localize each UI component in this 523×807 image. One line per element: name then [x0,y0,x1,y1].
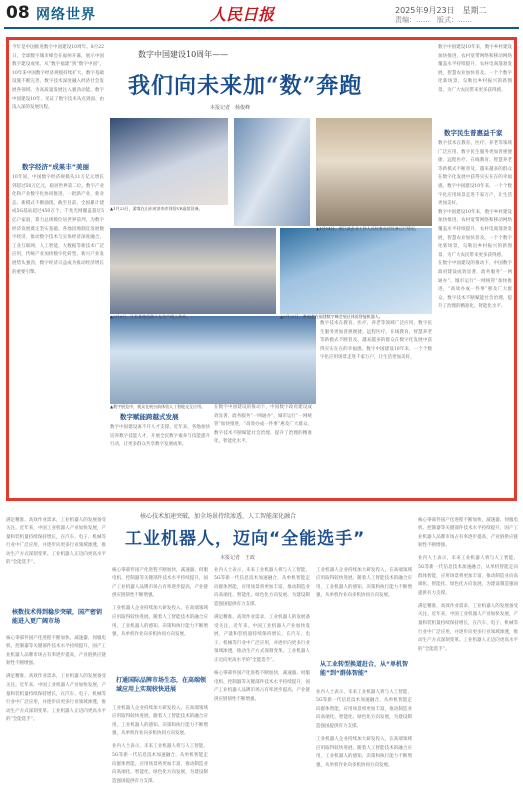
caption-5: ▲数字展览中，观众在展台前体验人工智能交互应用。 [110,404,206,409]
feature-col2-text: 数字中国建设离不开人才支撑。近年来，各地加快培养数字技能人才，开展全民数字素养与技能提升行动，让更多群众共享数字发展成果。 [110,425,210,448]
bottom-byline: 本报记者 王政 [220,555,256,561]
feature-kicker: 数字中国建设10周年—— [138,50,229,59]
caption-2: ▲1月14日，浙江某企业工作人员检查光伏设备运行情况。 [316,226,419,231]
header-rule [4,27,519,29]
photo-production-line [110,228,276,314]
bottom-col5-text: 核心零部件国产化进程不断加快，减速器、伺服电机、控制器等关键部件技术水平持续提升，国产工业机器人品牌市场占有率逐步提高，产业链供应链韧性不断增强。 业内人士表示，未来工业机器人将与人工智能、5G等新一代信息技术加速融合，从单机智能走向群体智能，应用场景将更加丰富，推动制造业向高端化、智能化、绿色化方向发展，为建设制造强国提供有力支撑。 满足精准、高效作业需求，工业机器人的发展备受关注。近年来，中国工业机器人产业加快发展，产量和装机量持续保持增长，在汽车、电子、机械等行业中广泛应用，并逐步向更多行业领域渗透，推动生产方式深刻变革。工业机器人正迈向更高水平的“全能选手”。 [418,517,518,652]
feature-col4-text: 数字技术在教育、医疗、养老等领域广泛应用，数字民生服务更加普惠便捷。远程医疗、在线教育、智慧养老等新模式不断普及，越来越多的群众在数字化发展中获得实实在在的幸福感。数字中国建设10年来，一个个数字化应用场景走进千家万户，让生活更加美好。 [320,321,432,361]
bottom-col1b-text: 核心零部件国产化进程不断加快，减速器、伺服电机、控制器等关键部件技术水平持续提升，国产工业机器人品牌市场占有率逐步提高，产业链供应链韧性不断增强。 满足精准、高效作业需求，工业机器人的发展备受关注。近年来，中国工业机器人产业加快发展，产量和装机量持续保持增长，在汽车、电子、机械等行业中广泛应用，并逐步向更多行业领域渗透，推动生产方式深刻变革。工业机器人正迈向更高水平的“全能选手”。 [6,635,106,723]
feature-col5a-text: 数字中国建设10年来，数字乡村建设加快推进，农村宽带网络和移动网络覆盖水平持续提升，农村电商蓬勃发展，智慧农业加快普及。一个个数字化新场景，勾勒出乡村振兴的新图景，为广大农民带来更多获得感。 [438,45,512,93]
page-header [0,0,523,28]
bottom-subhead-2: 打通国际品牌市场生态，在高端领域应用上实现较快进展 [116,677,207,693]
caption-1: ▲1月23日，游客在山东省济南市体验VR虚拟设备。 [110,206,203,211]
bottom-headline: 工业机器人，迈向“全能选手” [125,529,366,549]
bottom-col4-text: 工业机器人企业持续加大研发投入，在高端领域应用取得较快进展。随着人工智能技术的融合应用，工业机器人的感知、决策和执行能力不断增强，从单机作业向多机协同方向发展。 [316,567,412,599]
section-title: 网络世界 [36,7,96,23]
bottom-tagline: 核心技术加速突破，加全场景持续渗透，人工智能深化融合 [140,513,297,520]
bottom-subhead-3: 从工业转型换道赶合，从“单机智能”到“群体智能” [320,661,408,677]
photo-solar-workers [316,118,432,226]
bottom-col1-text: 满足精准、高效作业需求，工业机器人的发展备受关注。近年来，中国工业机器人产业加快发展，产量和装机量持续保持增长，在汽车、电子、机械等行业中广泛应用，并逐步向更多行业领域渗透，推动生产方式深刻变革。工业机器人正迈向更高水平的“全能选手”。 [6,517,106,566]
feature-col5b-text: 数字技术在教育、医疗、养老等领域广泛应用，数字民生服务更加普惠便捷。远程医疗、在线教育、智慧养老等新模式不断普及，越来越多的群众在数字化发展中获得实实在在的幸福感。数字中国建设10年来，一个个数字化应用场景走进千家万户，让生活更加美好。 数字中国建设10年来，数字乡村建设加快推进，农村宽带网络和移动网络覆盖水平持续提升，农村电商蓬勃发展，智慧农业加快普及。一个个数字化新场景，勾勒出乡村振兴的新图景，为广大农民带来更多获得感。 在数字中国建设的推动下，中国数字政府建设成效显著，政务服务“一网通办”、城市运行“一网统管”加快推进，“高效办成一件事”惠及广大群众。数字技术不断赋能社会治理，提升了治理的精准化、智能化水平。 [438,141,512,310]
feature-intro-text: 今年是中国推进数字中国建设10周年。8月22日，全球数字城市峰会在福州开幕，展示中国数字建设成果。从“数字福建”到“数字中国”，10年来中国数字经济规模持续扩大，数字基础设施不断完善，数字技术深度融入经济社会发展各领域，为高质量发展注入强劲动能。数字中国建设10年，见证了数字技术从点到面、由浅入深的发展历程。 [12,45,104,111]
photo-exhibition-hall [280,228,432,314]
page-number: 08 [6,3,30,23]
bottom-col2-text: 核心零部件国产化进程不断加快，减速器、伺服电机、控制器等关键部件技术水平持续提升，国产工业机器人品牌市场占有率逐步提高，产业链供应链韧性不断增强。 工业机器人企业持续加大研发投入，在高端领域应用取得较快进展。随着人工智能技术的融合应用，工业机器人的感知、决策和执行能力不断增强，从单机作业向多机协同方向发展。 [112,567,208,638]
bottom-col4b-text: 业内人士表示，未来工业机器人将与人工智能、5G等新一代信息技术加速融合，从单机智能走向群体智能，应用场景将更加丰富，推动制造业向高端化、智能化、绿色化方向发展，为建设制造强国提供有力支撑。 工业机器人企业持续加大研发投入，在高端领域应用取得较快进展。随着人工智能技术的融合应用，工业机器人的感知、决策和执行能力不断增强，从单机作业向多机协同方向发展。 [316,689,412,768]
bottom-subhead-1: 核数技术得到稳步突破，国产密钥能进入更广阔市场 [12,609,103,625]
bottom-col2b-text: 工业机器人企业持续加大研发投入，在高端领域应用取得较快进展。随着人工智能技术的融合应用，工业机器人的感知、决策和执行能力不断增强，从单机作业向多机协同方向发展。 业内人士表示，未来工业机器人将与人工智能、5G等新一代信息技术加速融合，从单机智能走向群体智能，应用场景将更加丰富，推动制造业向高端化、智能化、绿色化方向发展，为建设制造强国提供有力支撑。 [112,705,208,784]
masthead-logo: 人民日报 [210,5,275,24]
feature-col3-text: 在数字中国建设的推动下，中国数字政府建设成效显著，政务服务“一网通办”、城市运行“一网统管”加快推进，“高效办成一件事”惠及广大群众。数字技术不断赋能社会治理，提升了治理的精准化、智能化水平。 [214,405,312,445]
photo-ai-display [110,316,316,404]
caption-4: ▲5月6日，江苏某地机器人在生产线上作业。 [110,314,191,319]
feature-subhead-2: 数字赋能跨越式发展 [120,413,179,421]
photo-robot-exhibit [234,118,310,226]
feature-col1-text: 10年间，中国数字经济规模从11万亿元增长到超过50万亿元，稳居世界第二位。数字产业化和产业数字化协同推进，一批新产业、新业态、新模式不断涌现。截至目前，全国累计建成5G基站超过450万个，千兆光网覆盖超过5亿户家庭，算力总规模位居世界前列，为数字经济发展奠定坚实基础。各地因地制宜发展数字经济，推动数字技术与实体经济深度融合，工业互联网、人工智能、大数据等新技术广泛应用，传统产业加快数字化转型，新兴产业发展势头强劲，数字经济日益成为推动经济增长的重要引擎。 [12,175,104,275]
photo-vr-experience [110,118,228,205]
bottom-col3-text: 业内人士表示，未来工业机器人将与人工智能、5G等新一代信息技术加速融合，从单机智能走向群体智能，应用场景将更加丰富，推动制造业向高端化、智能化、绿色化方向发展，为建设制造强国提供有力支撑。 满足精准、高效作业需求，工业机器人的发展备受关注。近年来，中国工业机器人产业加快发展，产量和装机量持续保持增长，在汽车、电子、机械等行业中广泛应用，并逐步向更多行业领域渗透，推动生产方式深刻变革。工业机器人正迈向更高水平的“全能选手”。 核心零部件国产化进程不断加快，减速器、伺服电机、控制器等关键部件技术水平持续提升，国产工业机器人品牌市场占有率逐步提高，产业链供应链韧性不断增强。 [214,567,310,702]
feature-subhead-3: 数字民生普惠益千家 [444,129,503,137]
feature-subhead-1: 数字经济“成果丰”美丽 [22,163,90,171]
issue-date: 2025年9月23日 星期二 [395,6,487,15]
editor-line: 责编：…… 版式：…… [395,16,472,24]
feature-byline: 本报记者 杨俊峰 [210,105,251,111]
caption-3: ▲6月25日，参观者在福建数字峰会展区体验智能机器人。 [280,314,383,319]
feature-headline: 我们向未来加“数”奔跑 [128,73,363,99]
